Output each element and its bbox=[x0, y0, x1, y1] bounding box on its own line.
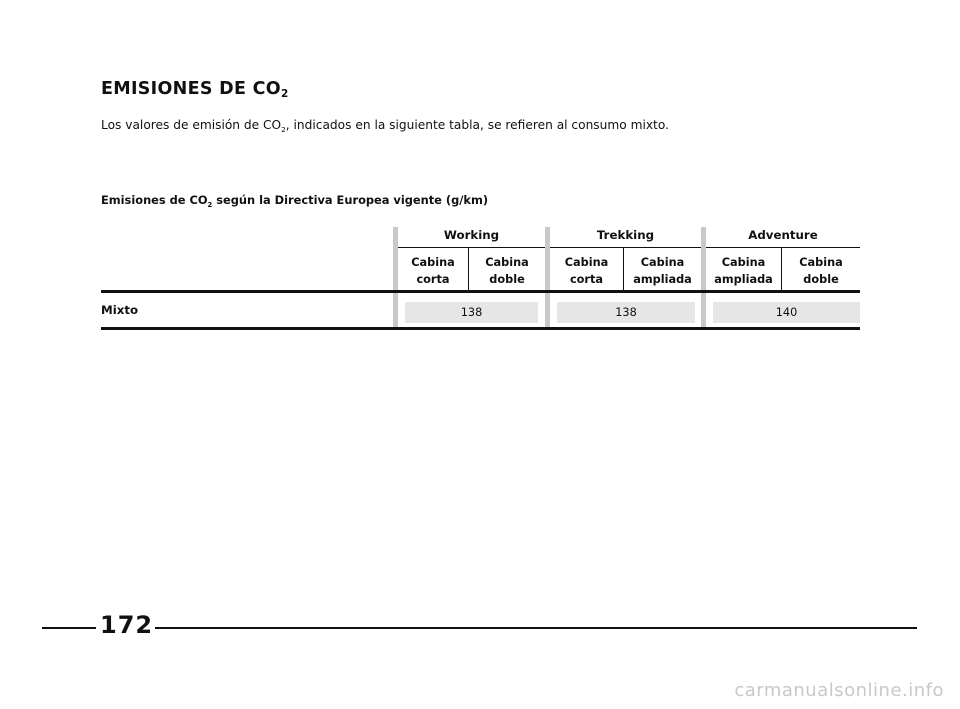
header-rule bbox=[101, 290, 860, 293]
row-label-mixto: Mixto bbox=[101, 303, 139, 317]
footer-rule-left bbox=[42, 627, 96, 629]
group-header-trekking: Trekking bbox=[596, 228, 655, 242]
page-number: 172 bbox=[100, 611, 154, 639]
group-header-adventure: Adventure bbox=[748, 228, 818, 242]
group-header-working: Working bbox=[443, 228, 500, 242]
watermark-text: carmanualsonline.info bbox=[734, 680, 944, 701]
value-cell-adventure: 140 bbox=[713, 302, 860, 323]
column-header: Cabina ampliada bbox=[714, 256, 773, 286]
column-header: Cabina doble bbox=[485, 256, 529, 286]
column-header: Cabina corta bbox=[411, 256, 455, 286]
section-title: EMISIONES DE $CO_2$ bbox=[101, 79, 289, 100]
title-subscript: 2 bbox=[280, 88, 289, 100]
footer-rule-right bbox=[155, 627, 917, 629]
table-caption: Emisiones de $CO_2$ según la Directiva Europea vigente (g/km) bbox=[101, 193, 489, 209]
column-header: Cabina doble bbox=[799, 256, 843, 286]
intro-paragraph: Los valores de emisión de $CO_2$, indicados en la siguiente tabla, se refieren al consumo mixto. bbox=[101, 118, 669, 134]
value-cell-working: 138 bbox=[405, 302, 538, 323]
group-underline bbox=[706, 247, 860, 248]
group-underline bbox=[550, 247, 701, 248]
column-header: Cabina corta bbox=[564, 256, 609, 286]
group-underline bbox=[398, 247, 545, 248]
value-cell-trekking: 138 bbox=[557, 302, 695, 323]
column-header: Cabina ampliada bbox=[633, 256, 692, 286]
bottom-rule bbox=[101, 327, 860, 330]
